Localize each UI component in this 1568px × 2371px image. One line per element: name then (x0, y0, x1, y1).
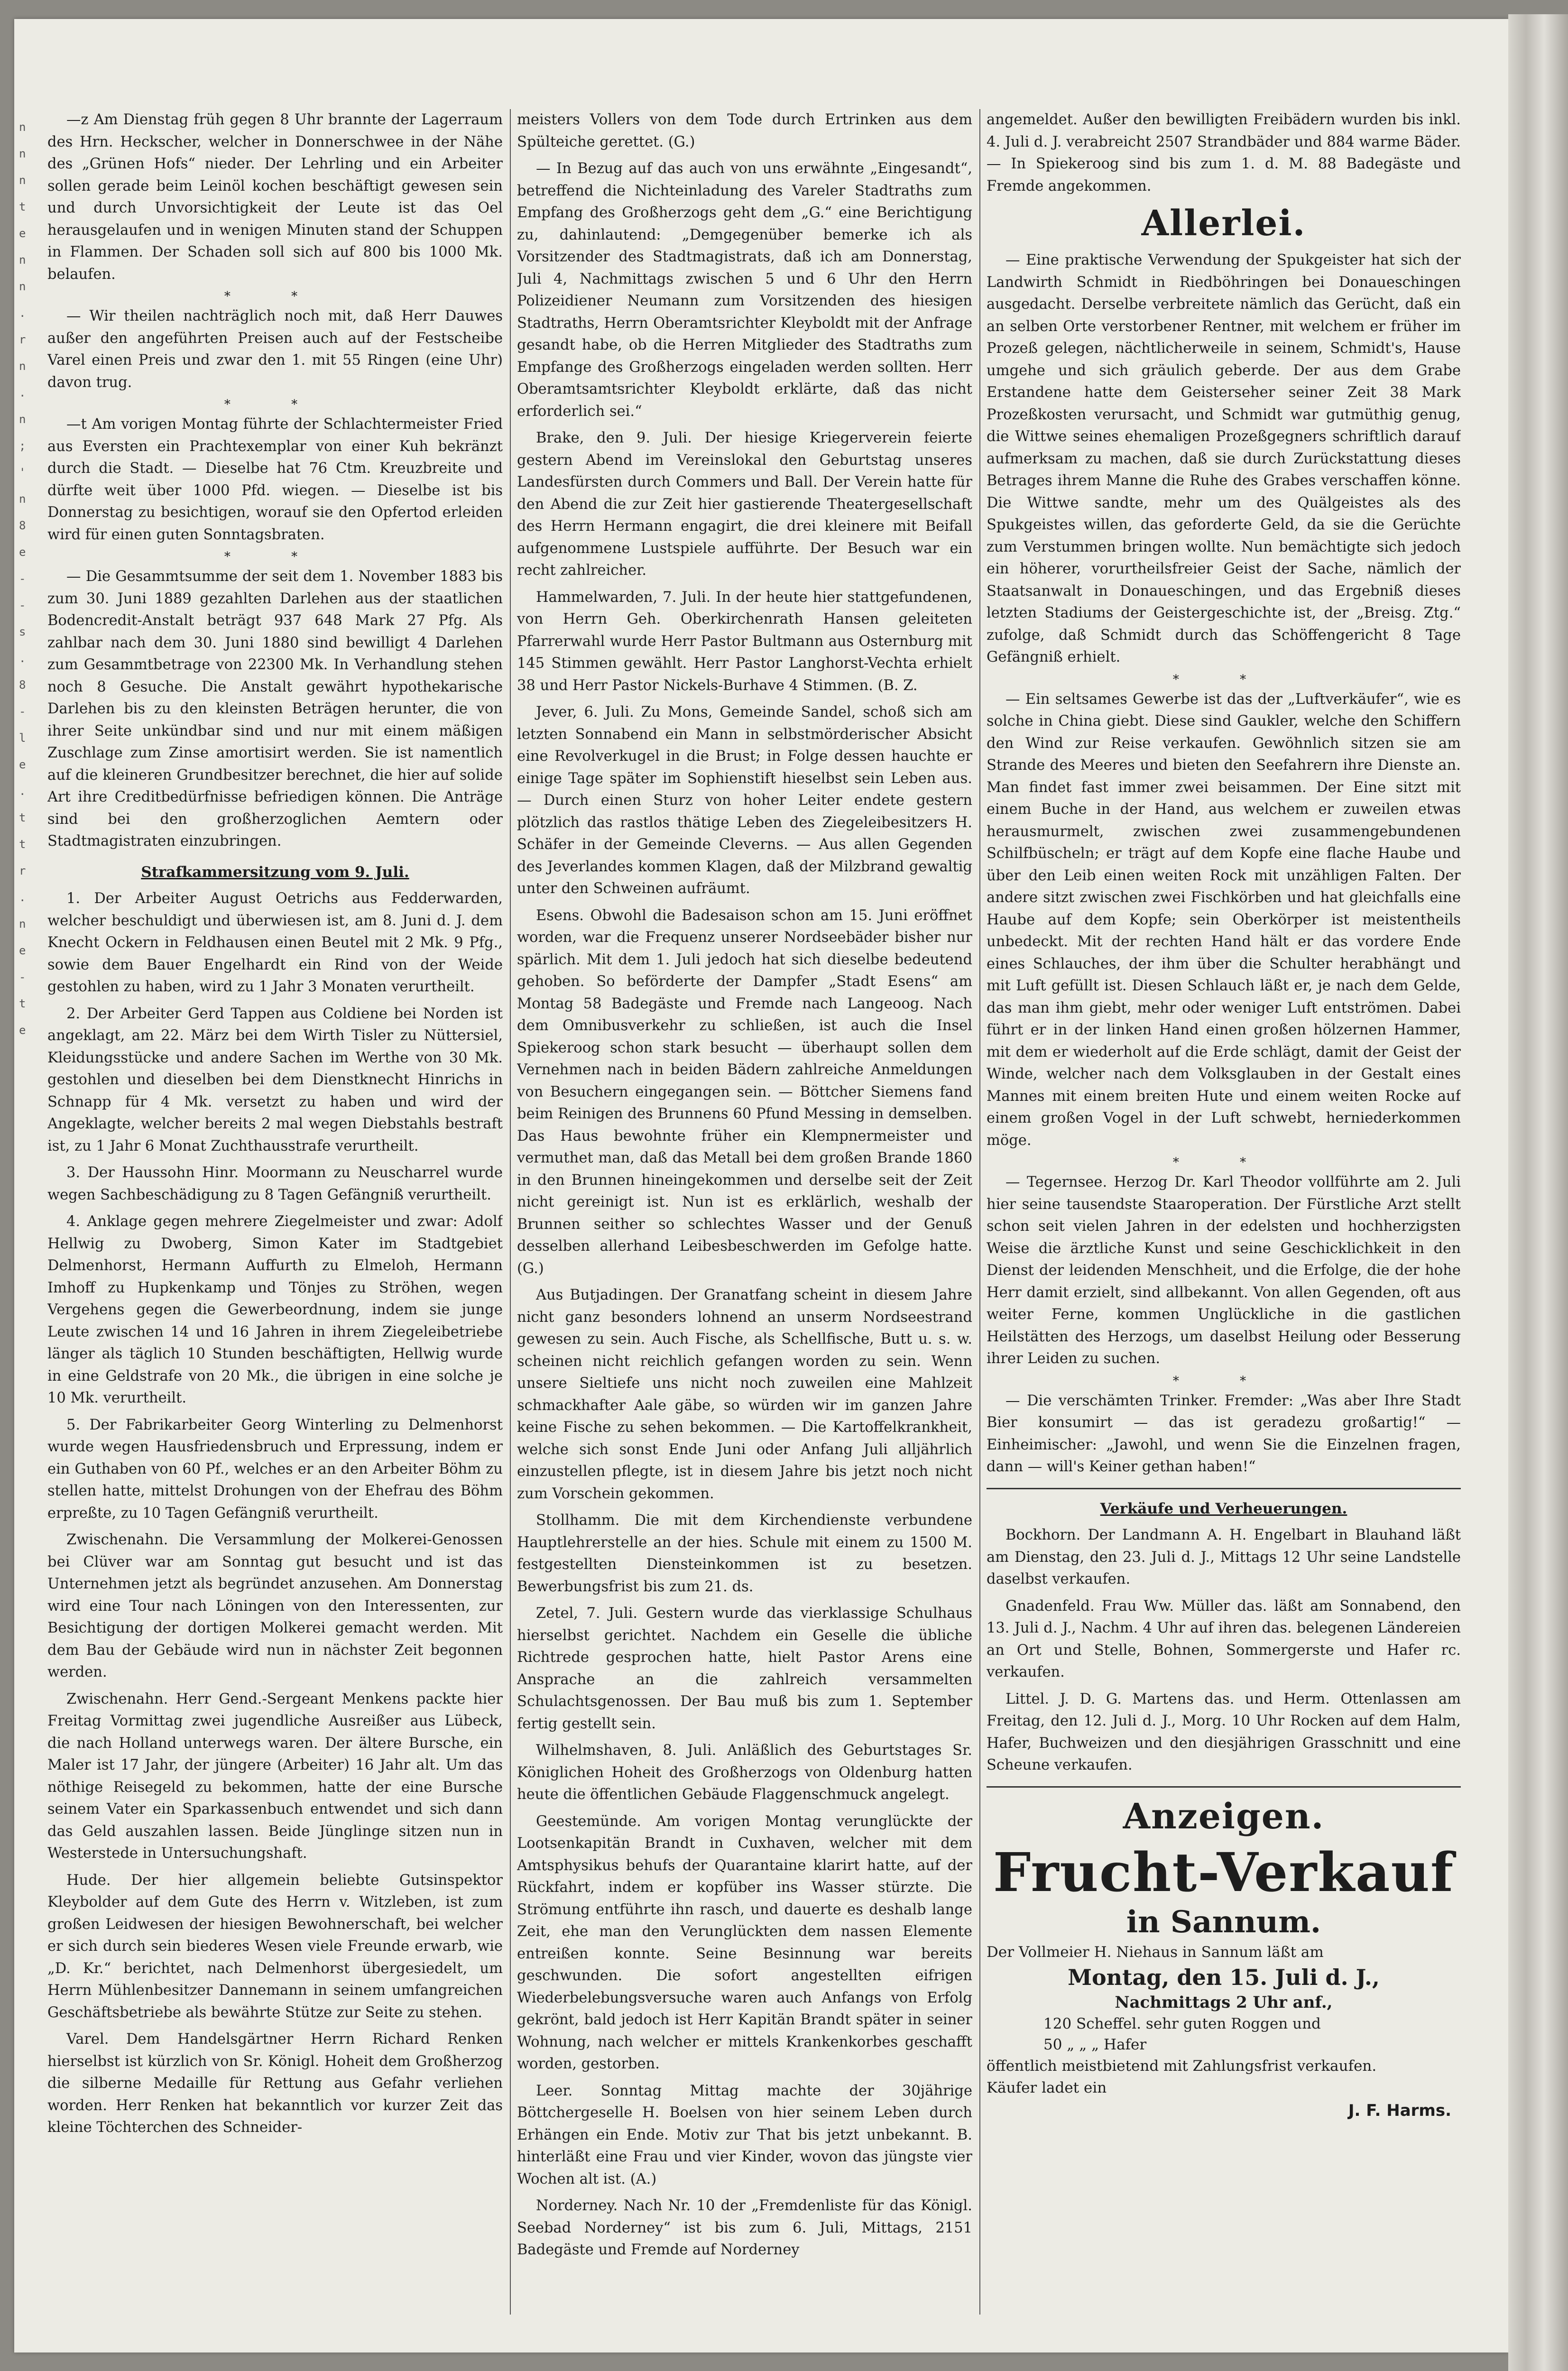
separator: * * (1172, 1374, 1275, 1388)
separator: * * (224, 397, 326, 412)
article-butjadingen: Aus Butjadingen. Der Granatfang scheint in diesem Jahre nicht ganz besonders lohnend an unserm Nordseestrand gewesen zu sein. Auch Fische, als Schellfische, Butt u. s. w. scheinen nicht reichlich gefangen worden zu sein. Wenn unsere Sieltiefe uns nicht noch zuweilen eine Mahlzeit schmackhafter Aale gäbe, so würden wir im ganzen Jahre keine Fische zu sehen bekommen. — Die Kartoffelkrankheit, welche sich sonst Ende Juni oder Anfang Juli alljährlich einzustellen pflegte, ist in diesem Jahre bis jetzt noch nicht zum Vorschein gekommen. (517, 1287, 972, 1502)
separator: * * (1172, 1155, 1275, 1170)
article-spukgeister: — Eine praktische Verwendung der Spukgeister hat sich der Landwirth Schmidt in Riedböhringen bei Donaueschingen ausgedacht. Derselbe verbreitete nämlich das Gerücht, daß ein an selben Orte verstorbener Rentner, mit welchem er früher im Prozeß gelegen, nächtlicherweile in seinem, Schmidt's, Hause umgehe und sich gräulich geberde. Der aus dem Grabe Erstandene hatte dem Geisterseher seiner Zeit 38 Mark Prozeßkosten verursacht, und Schmidt war gutmüthig genug, die Wittwe seines ehemaligen Prozeßgegners schriftlich darauf aufmerksam zu machen, daß sie durch Zurückstattung dieses Betrages ihrem Manne die Ruhe des Grabes verschaffen könne. Die Wittwe sandte, mehr um des Quälgeistes als des Spukgeistes willen, das geforderte Geld, da sie die Gerüchte zum Verstummen bringen wollte. Nun bemächtigte sich jedoch ein höherer, vorurtheilsfreier Geist der Sache, nämlich der Staatsanwalt in Donaueschingen, und das Ergebniß dieses letzten Stadiums der Geistergeschichte ist, der „Breisg. Ztg.“ zufolge, daß Schmidt durch das Schöffengericht 8 Tage Gefängniß erhielt. (987, 252, 1461, 665)
section-heading-anzeigen: Anzeigen. (1123, 1796, 1325, 1837)
article-luftverkaeufer: — Ein seltsames Gewerbe ist das der „Luftverkäufer“, wie es solche in China giebt. Diese sind Gaukler, welche den Schiffern den Wind zur Reise verkaufen. Gewöhnlich sitzen sie am Strande des Meeres und bieten den Seefahrern ihre Dienste an. Man findet fast immer zwei beisammen. Der Eine sitzt mit einem Buche in der Hand, aus welchem er zuweilen etwas herausmurmelt, zwischen zwei zusammengebundenen Schilfbüscheln; er trägt auf dem Kopfe eine flache Haube und über den Leib einen weiten Rock mit unzähligen Falten. Der andere sitzt zwischen zwei Fischkörben und hat gleichfalls eine Haube auf dem Kopfe; sein Oberkörper ist meistentheils unbedeckt. Mit der rechten Hand hält er das vordere Ende eines Schlauches, der ihm über die Schulter herabhängt und mit Luft gefüllt ist. Diesen Schlauch läßt er, je nach dem Gelde, das man ihm giebt, mehr oder weniger Luft entströmen. Dabei führt er in der linken Hand einen großen hölzernen Hammer, mit dem er wiederholt auf die Erde schlägt, damit der Geist der Winde, welcher nach dem Volksglauben in der Gestalt eines Mannes mit einem breiten Hute und einem weiten Rocke auf einem großen Vogel in der Luft schwebt, herniederkommen möge. (987, 691, 1461, 1149)
separator: * * (224, 289, 326, 304)
article-norderney-cont: angemeldet. Außer den bewilligten Freibädern wurden bis inkl. 4. Juli d. J. verabreicht 2507 Strandbäder und 884 warme Bäder. — In Spiekeroog sind bis zum 1. d. M. 88 Badegäste und Fremde angekommen. (987, 111, 1461, 194)
article-eingesandt: — In Bezug auf das auch von uns erwähnte „Eingesandt“, betreffend die Nichteinladung des Vareler Stadtraths zum Empfang des Großherzogs geht dem „G.“ eine Berichtigung zu, dahinlautend: „Demgegenüber bemerke ich als Vorsitzender des Stadtmagistrats, daß ich am Donnerstag, Juli 4, Nachmittags zwischen 5 und 6 Uhr den Herrn Polizeidiener Neumann zum Vorsitzenden des hiesigen Stadtraths, Herrn Oberamtsrichter Kleyboldt mit der Anfrage gesandt habe, ob die Herren Mitglieder des Stadtraths zum Empfange des Großherzogs eingeladen werden sollten. Herr Oberamtsamtsrichter Kleyboldt erklärte, daß das nicht erforderlich sei.“ (517, 160, 972, 420)
court-case-4: 4. Anklage gegen mehrere Ziegelmeister und zwar: Adolf Hellwig zu Dwoberg, Simon Kater im Stadtgebiet Delmenhorst, Hermann Auffurth zu Elmeloh, Hermann Imhoff zu Hupkenkamp und Tönjes zu Ströhen, wegen Vergehens gegen die Gewerbeordnung, indem sie junge Leute zwischen 14 und 16 Jahren in ihrem Ziegeleibetriebe länger als täglich 10 Stunden beschäftigten, Hellwig wurde in eine Geldstrafe von 20 Mk., die übrigen in eine solche je 10 Mk. verurtheilt. (47, 1213, 503, 1406)
ad-location: in Sannum. (1126, 1904, 1321, 1940)
court-case-3: 3. Der Haussohn Hinr. Moormann zu Neuscharrel wurde wegen Sachbeschädigung zu 8 Tagen Gefängniß verurtheilt. (47, 1164, 503, 1203)
ad-date: Montag, den 15. Juli d. J., (1068, 1964, 1380, 1990)
column-1 (47, 109, 503, 2319)
ad-time: Nachmittags 2 Uhr anf., (1115, 1993, 1333, 2012)
article-warehouse-fire: —z Am Dienstag früh gegen 8 Uhr brannte der Lagerraum des Hrn. Heckscher, welcher in Donnerschwee in der Nähe des „Grünen Hofs“ nieder. Der Lehrling und ein Arbeiter sollen gerade beim Leinöl kochen beschäftigt gewesen sein und durch Unvorsichtigkeit der Leute ist das Oel herausgelaufen und in wenigen Minuten stand der Schuppen in Flammen. Der Schaden soll sich auf 800 bis 1000 Mk. belaufen. (47, 111, 503, 283)
article-varel-cont: meisters Vollers von dem Tode durch Ertrinken aus dem Spülteiche gerettet. (G.) (517, 111, 972, 150)
column-2 (517, 109, 972, 2319)
article-zetel: Zetel, 7. Juli. Gestern wurde das vierklassige Schulhaus hierselbst gerichtet. Nachdem ein Geselle die übliche Richtrede gesprochen hatte, hielt Pastor Arens eine Ansprache an die zahlreich versammelten Schulachtsgenossen. Der Bau muß bis zum 1. September fertig gestellt sein. (517, 1605, 972, 1732)
ad-invite: Käufer ladet ein (987, 2079, 1107, 2096)
article-zwischenahn-molkerei: Zwischenahn. Die Versammlung der Molkerei-Genossen bei Clüver war am Sonntag gut besucht und ist das Unternehmen jetzt als begründet anzusehen. Am Donnerstag wird eine Tour nach Löningen von den Interessenten, zur Besichtigung der dortigen Molkerei gemacht werden. Mit dem Bau der Gebäude wird nun in nächster Zeit begonnen werden. (47, 1531, 503, 1680)
column-rule-1 (510, 109, 511, 2315)
article-tegernsee: — Tegernsee. Herzog Dr. Karl Theodor vollführte am 2. Juli hier seine tausendste Staaroperation. Der Fürstliche Arzt stellt schon seit vielen Jahren in der edelsten und hochherzigsten Weise die ärztliche Kunst und seine Geschicklichkeit in den Dienst der leidenden Menschheit, und die Erfolge, die der hohe Herr damit erzielt, sind allbekannt. Von allen Gegenden, oft aus weiter Ferne, kommen Unglückliche in die gastlichen Heilstätten des Herzogs, um daselbst Heilung oder Besserung ihrer Leiden zu suchen. (987, 1174, 1461, 1367)
page-edge-stack (1508, 14, 1568, 2371)
ad-signature: J. F. Harms. (1348, 2101, 1451, 2120)
ad-intro: Der Vollmeier H. Niehaus in Sannum läßt am (987, 1943, 1324, 1961)
article-norderney: Norderney. Nach Nr. 10 der „Fremdenliste für das Königl. Seebad Norderney“ ist bis zum 6. Juli, Mittags, 2151 Badegäste und Fremde auf Norderney (517, 2197, 972, 2258)
section-rule (987, 1786, 1461, 1788)
advertisement-frucht-verkauf (987, 1843, 1461, 2122)
article-leer: Leer. Sonntag Mittag machte der 30jährige Böttchergeselle H. Boelsen von hier seinem Leben durch Erhängen ein Ende. Motiv zur That bis jetzt unbekannt. B. hinterläßt eine Frau und vier Kinder, wovon das jüngste vier Wochen alt ist. (A.) (517, 2082, 972, 2187)
court-case-1: 1. Der Arbeiter August Oetrichs aus Fedderwarden, welcher beschuldigt und überwiesen ist, am 8. Juni d. J. dem Knecht Ockern in Feldhausen einen Beutel mit 2 Mk. 9 Pfg., sowie dem Bauer Engelhardt ein Rind von der Weide gestohlen zu haben, wird zu 1 Jahr 3 Monaten verurtheilt. (47, 890, 503, 995)
article-wilhelmshaven: Wilhelmshaven, 8. Juli. Anläßlich des Geburtstages Sr. Königlichen Hoheit des Großherzogs von Oldenburg hatten heute die öffentlichen Gebäude Flaggenschmuck angelegt. (517, 1742, 972, 1803)
article-trinker: — Die verschämten Trinker. Fremder: „Was aber Ihre Stadt Bier konsumirt — das ist geradezu großartig!“ — Einheimischer: „Jawohl, und wenn Sie die Einzelnen fragen, dann — will's Keiner gethan haben!“ (987, 1392, 1461, 1475)
article-hammelwarden: Hammelwarden, 7. Juli. In der heute hier stattgefundenen, von Herrn Geh. Oberkirchenrath Hansen geleiteten Pfarrerwahl wurde Herr Pastor Bultmann aus Osternburg mit 145 Stimmen gewählt. Herr Pastor Langhorst-Vechta erhielt 38 und Herr Pastor Nickels-Burhave 4 Stimmen. (B. Z. (517, 589, 972, 694)
sale-gnadenfeld: Gnadenfeld. Frau Ww. Müller das. läßt am Sonnabend, den 13. Juli d. J., Nachm. 4 Uhr auf ihren das. belegenen Ländereien an Ort und Stelle, Bohnen, Sommergerste und Hafer rc. verkaufen. (987, 1597, 1461, 1680)
article-stollhamm: Stollhamm. Die mit dem Kirchendienste verbundene Hauptlehrerstelle an der hies. Schule mit einem zu 1500 M. festgestellten Diensteinkommen ist zu besetzen. Bewerbungsfrist bis zum 21. ds. (517, 1512, 972, 1595)
ad-item-roggen: 120 Scheffel. sehr guten Roggen und (1043, 2015, 1321, 2032)
section-heading-verkaeufe: Verkäufe und Verheuerungen. (1100, 1500, 1347, 1517)
ad-item-hafer: 50 „ „ „ Hafer (1043, 2036, 1147, 2053)
separator: * * (224, 550, 326, 564)
sale-bockhorn: Bockhorn. Der Landmann A. H. Engelbart in Blauhand läßt am Dienstag, den 23. Juli d. J., Mittags 12 Uhr seine Landstelle daselbst verkaufen. (987, 1527, 1461, 1587)
ad-terms: öffentlich meistbietend mit Zahlungsfrist verkaufen. (987, 2057, 1377, 2075)
court-case-5: 5. Der Fabrikarbeiter Georg Winterling zu Delmenhorst wurde wegen Hausfriedensbruch und Erpressung, indem er ein Guthaben von 60 Pf., welches er an den Arbeiter Böhm zu stellen hatte, mittelst Drohungen von der Ehefrau des Böhm erpreßte, zu 10 Tagen Gefängniß verurtheilt. (47, 1416, 503, 1522)
article-cow: —t Am vorigen Montag führte der Schlachtermeister Fried aus Eversten ein Prachtexemplar von einer Kuh bekränzt durch die Stadt. — Dieselbe hat 76 Ctm. Kreuzbreite und dürfte weit über 1000 Pfd. wiegen. — Dieselbe ist bis Donnerstag zu besichtigen, worauf sie den Opfertod erleiden wird für einen guten Sonntagsbraten. (47, 416, 503, 543)
article-brake: Brake, den 9. Juli. Der hiesige Kriegerverein feierte gestern Abend im Vereinslokal den Geburtstag unseres Landesfürsten durch Commers und Ball. Der Verein hatte für den Abend die zur Zeit hier gastierende Theatergesellschaft des Herrn Hermann engagirt, die drei kleinere mit Beifall aufgenommene Lustspiele aufführte. Der Besuch war ein recht zahlreicher. (517, 430, 972, 579)
ad-title: Frucht-Verkauf (993, 1841, 1455, 1904)
article-hude: Hude. Der hier allgemein beliebte Gutsinspektor Kleybolder auf dem Gute des Herrn v. Witzleben, ist zum großen Leidwesen der hiesigen Bewohnerschaft, bei welcher er sich durch sein biederes Wesen viele Freunde erwarb, wie „D. Kr.“ berichtet, nach Delmenhorst übergesiedelt, um Herrn Mühlenbesitzer Dannemann in seinem umfangreichen Geschäftsbetriebe als bewährte Stütze zur Seite zu stehen. (47, 1872, 503, 2021)
article-dauwes-prize: — Wir theilen nachträglich noch mit, daß Herr Dauwes außer den angeführten Preisen auch auf der Festscheibe Varel einen Preis und zwar den 1. mit 55 Ringen (eine Uhr) davon trug. (47, 308, 503, 391)
article-zwischenahn-ausreisser: Zwischenahn. Herr Gend.-Sergeant Menkens packte hier Freitag Vormittag zwei jugendliche Ausreißer aus Lübeck, die nach Holland unterwegs waren. Der ältere Bursche, ein Maler ist 17 Jahr, der jüngere (Arbeiter) 16 Jahr alt. Um das nöthige Reisegeld zu bekommen, hatte der eine Bursche seinem Vater ein Sparkassenbuch entwendet und sich dann das Geld auszahlen lassen. Beide Jünglinge sitzen nun in Westerstede in Untersuchungshaft. (47, 1690, 503, 1862)
column-rule-2 (979, 109, 980, 2315)
section-rule (987, 1488, 1461, 1489)
article-esens: Esens. Obwohl die Badesaison schon am 15. Juni eröffnet worden, war die Frequenz unserer Nordseebäder bisher nur spärlich. Mit dem 1. Juli jedoch hat sich dieselbe bedeutend gehoben. So beförderte der Dampfer „Stadt Esens“ am Montag 58 Badegäste und Fremde nach Langeoog. Nach dem Omnibusverkehr zu schließen, ist auch die Insel Spiekeroog schon stark besucht — überhaupt sollen dem Vernehmen nach in beiden Bädern zahlreiche Anmeldungen von Besuchern eingegangen sein. — Böttcher Siemens fand beim Reinigen des Brunnens 60 Pfund Messing in demselben. Das Haus bewohnte früher ein Klempnermeister und vermuthet man, daß das Metall bei dem großen Brande 1860 in den Brunnen hineingekommen und derselbe seit der Zeit nicht gereinigt ist. Nun ist es erklärlich, weshalb der Brunnen seither so schlechtes Wasser und der Genuß desselben allerhand Leibesbeschwerden im Gefolge hatte. (G.) (517, 907, 972, 1277)
article-varel: Varel. Dem Handelsgärtner Herrn Richard Renken hierselbst ist kürzlich von Sr. Königl. Hoheit dem Großherzog die silberne Medaille für Rettung aus Gefahr verliehen worden. Herr Renken hat bekanntlich vor kurzer Zeit das kleine Töchterchen des Schneider- (47, 2031, 503, 2136)
separator: * * (1172, 672, 1275, 687)
previous-page-gutter: n n n t e n n . r n . n ; ' n 8 e - - s . 8 - l e . t t r . n e - t e (19, 120, 26, 1037)
article-bodencredit: — Die Gesammtsumme der seit dem 1. November 1883 bis zum 30. Juni 1889 gezahlten Darlehen aus der staatlichen Bodencredit-Anstalt beträgt 937 648 Mark 27 Pfg. Als zahlbar nach dem 30. Juni 1880 sind bewilligt 4 Darlehen zum Gesammtbetrage von 22300 Mk. In Verhandlung stehen noch 8 Gesuche. Die Anstalt gewährt hypothekarische Darlehen bis zu den kleinsten Beträgen herunter, die von ihrer Seite unkündbar sind und nur mit einem mäßigen Zuschlage zum Zinse amortisirt werden. Sie ist namentlich auf die kleineren Grundbesitzer berechnet, die hier auf solide Art ihre Creditbedürfnisse befriedigen können. Die Anträge sind bei den großherzoglichen Aemtern oder Stadtmagistraten einzubringen. (47, 568, 503, 849)
sale-littel: Littel. J. D. G. Martens das. und Herm. Ottenlassen am Freitag, den 12. Juli d. J., Morg. 10 Uhr Rocken auf dem Halm, Hafer, Buchweizen und den diesjährigen Grasschnitt und eine Scheune verkaufen. (987, 1690, 1461, 1773)
article-geestemuende: Geestemünde. Am vorigen Montag verunglückte der Lootsenkapitän Brandt in Cuxhaven, welcher mit dem Amtsphysikus behufs der Quarantaine klarirt hatte, auf der Rückfahrt, indem er kopfüber ins Wasser stürzte. Die Strömung entführte ihn rasch, und dauerte es deshalb lange Zeit, ehe man den Verunglückten dem nassen Elemente entreißen konnte. Seine Besinnung war bereits geschwunden. Die sofort angestellten eifrigen Wiederbelebungsversuche waren auch Anfangs von Erfolg gekrönt, bald jedoch ist Herr Kapitän Brandt später in seiner Wohnung, nach welcher er mittels Krankenkorbes geschafft worden, gestorben. (517, 1813, 972, 2072)
court-case-2: 2. Der Arbeiter Gerd Tappen aus Coldiene bei Norden ist angeklagt, am 22. März bei dem Wirth Tisler zu Nüttersiel, Kleidungsstücke und andere Sachen im Werthe von 30 Mk. gestohlen und dieselben bei dem Dienstknecht Hinrichs in Schnapp für 4 Mk. versetzt zu haben und wird der Angeklagte, welcher bereits 2 mal wegen Diebstahls bestraft ist, zu 1 Jahr 6 Monat Zuchthausstrafe verurtheilt. (47, 1005, 503, 1154)
column-3 (987, 109, 1461, 2319)
section-heading-allerlei: Allerlei. (1141, 203, 1306, 244)
article-jever: Jever, 6. Juli. Zu Mons, Gemeinde Sandel, schoß sich am letzten Sonnabend ein Mann in selbstmörderischer Absicht eine Revolverkugel in die Brust; in Folge dessen hauchte er einige Tage später im Sophienstift hieselbst sein Leben aus. — Durch einen Sturz von hoher Leiter endete gestern plötzlich das rastlos thätige Leben des Ziegeleibesitzers H. Schäfer in der Gemeinde Cleverns. — Aus allen Gegenden des Jeverlandes kommen Klagen, daß der Milzbrand gewaltig unter den Schweinen aufräumt. (517, 704, 972, 897)
section-heading-strafkammer: Strafkammersitzung vom 9. Juli. (141, 863, 409, 881)
